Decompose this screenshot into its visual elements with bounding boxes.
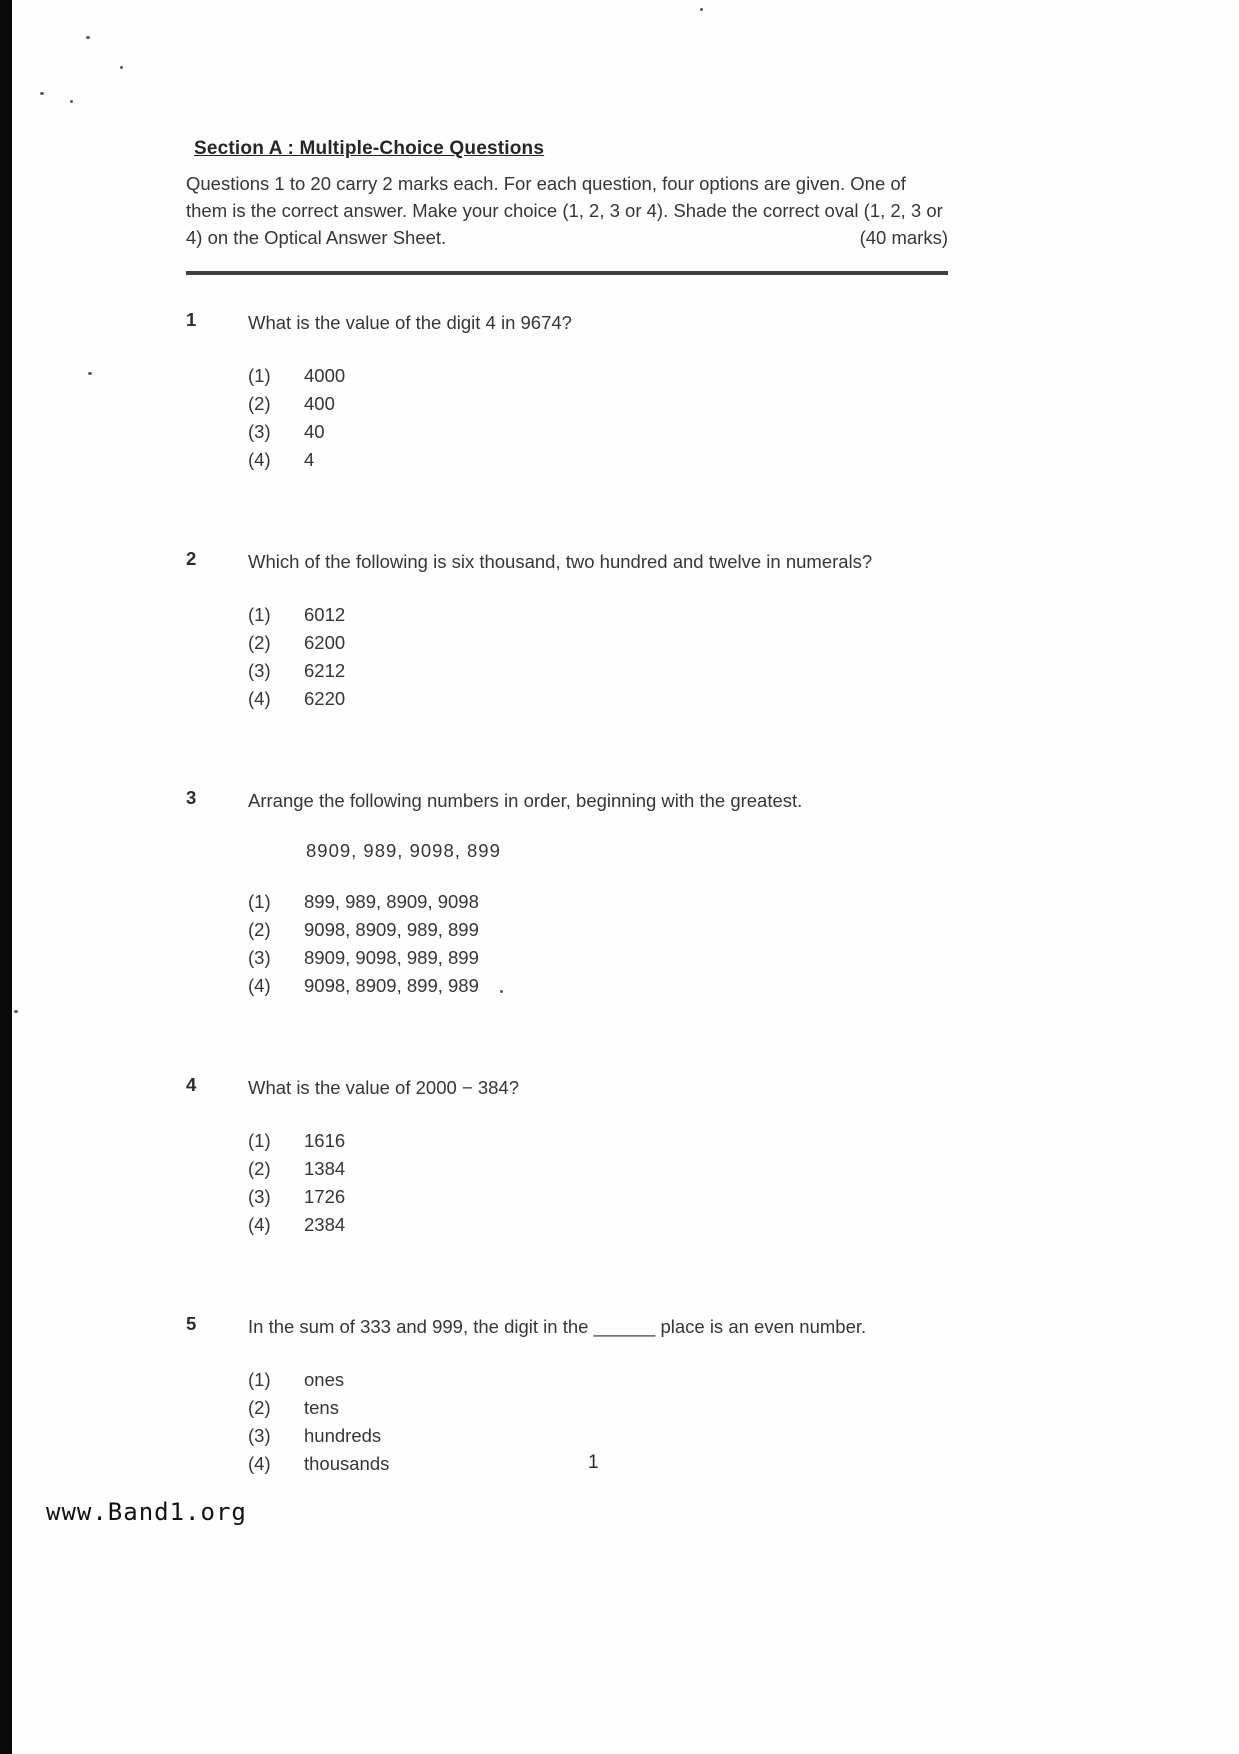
question-number: 1 [186,309,197,330]
option-value: tens [304,1397,339,1418]
scan-speckle [40,92,44,95]
option-value: 6212 [304,660,346,681]
option-label: (1) [248,891,271,912]
option-label: (3) [248,421,271,442]
option-label: (2) [248,919,271,940]
option-value: 1384 [304,1158,346,1179]
option-label: (1) [248,1369,271,1390]
option-label: (4) [248,975,271,996]
question-body [248,1074,893,1239]
option-row [248,1211,893,1239]
option-label: (2) [248,632,271,653]
option-label: (4) [248,1453,271,1474]
option-value: 6200 [304,632,346,653]
option-row [248,446,893,474]
option-row [248,1422,893,1450]
option-row [248,916,893,944]
scan-speckle [14,1010,18,1013]
question-3 [186,787,948,1000]
option-label: (1) [248,365,271,386]
option-row [248,1394,893,1422]
options-list [248,1127,893,1239]
question-2 [186,548,948,713]
option-value: 6012 [304,604,346,625]
question-body [248,787,893,1000]
option-row [248,944,893,972]
option-value: thousands [304,1453,390,1474]
option-value: 899, 989, 8909, 9098 [304,891,479,912]
option-value: 4000 [304,365,346,386]
divider [186,271,948,275]
option-row [248,362,893,390]
document-content [186,138,948,1552]
question-5 [186,1313,948,1478]
option-value: 4 [304,449,315,470]
scan-speckle [88,372,92,375]
question-body [248,1313,893,1478]
question-text: Which of the following is six thousand, two hundred and twelve in numerals? [248,551,873,572]
question-text: Arrange the following numbers in order, beginning with the greatest. [248,790,803,811]
scan-edge-artifact [0,0,12,1754]
option-row [248,390,893,418]
option-row [248,1450,893,1478]
option-value: hundreds [304,1425,382,1446]
option-label: (3) [248,660,271,681]
option-row [248,1183,893,1211]
question-text: What is the value of 2000 − 384? [248,1077,520,1098]
instructions [186,170,948,251]
questions-list [186,309,948,1478]
option-value: 2384 [304,1214,346,1235]
scan-speckle [700,8,703,11]
option-value: 1726 [304,1186,346,1207]
options-list [248,1366,893,1478]
instructions-text: Questions 1 to 20 carry 2 marks each. For each question, four options are given. One of them is the correct answer. Make your choice (1, 2, 3 or 4). Shade the correct oval (1, 2, 3 or 4) on the Optical Answer Sheet. [186,173,943,248]
question-text: In the sum of 333 and 999, the digit in the ______ place is an even number. [248,1316,867,1337]
option-label: (1) [248,604,271,625]
watermark: www.Band1.org [46,1498,247,1526]
page-number: 1 [588,1452,599,1473]
option-row [248,1155,893,1183]
section-title: Section A : Multiple-Choice Questions [194,138,545,159]
option-label: (2) [248,1397,271,1418]
options-list [248,601,893,713]
option-label: (2) [248,1158,271,1179]
option-label: (2) [248,393,271,414]
option-value: 40 [304,421,325,442]
question-sequence: 8909, 989, 9098, 899 [306,840,501,861]
option-label: (4) [248,1214,271,1235]
question-1 [186,309,948,474]
marks-label: (40 marks) [859,227,948,248]
option-label: (3) [248,947,271,968]
scan-speckle [70,100,73,103]
question-number: 5 [186,1313,197,1334]
option-value: 9098, 8909, 989, 899 [304,919,479,940]
option-label: (4) [248,688,271,709]
option-row [248,657,893,685]
question-number: 3 [186,787,197,808]
option-value: 6220 [304,688,346,709]
option-row [248,601,893,629]
question-text: What is the value of the digit 4 in 9674? [248,312,572,333]
option-value: 9098, 8909, 899, 989 [304,975,479,996]
option-label: (4) [248,449,271,470]
option-row [248,888,893,916]
question-number: 2 [186,548,197,569]
option-value: 8909, 9098, 989, 899 [304,947,479,968]
option-row [248,685,893,713]
option-row [248,972,893,1000]
question-4 [186,1074,948,1239]
scan-speckle [120,66,123,69]
question-body [248,309,893,474]
option-value: 400 [304,393,335,414]
options-list [248,888,893,1000]
option-value: ones [304,1369,345,1390]
option-row [248,418,893,446]
option-row [248,1127,893,1155]
option-row [248,629,893,657]
options-list [248,362,893,474]
option-row [248,1366,893,1394]
option-label: (3) [248,1425,271,1446]
option-label: (1) [248,1130,271,1151]
question-number: 4 [186,1074,197,1095]
option-label: (3) [248,1186,271,1207]
scan-speckle [86,36,90,39]
question-body [248,548,893,713]
option-value: 1616 [304,1130,346,1151]
